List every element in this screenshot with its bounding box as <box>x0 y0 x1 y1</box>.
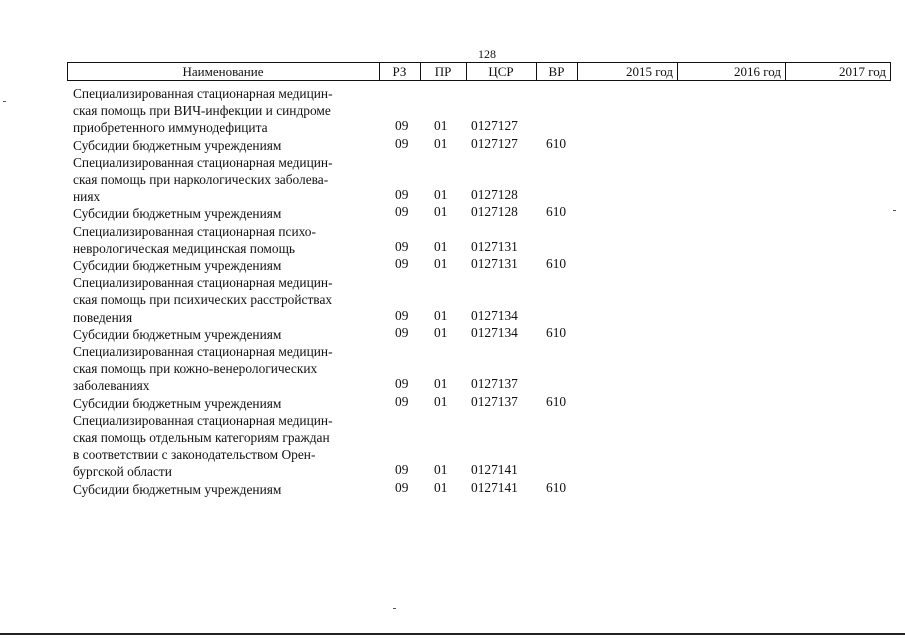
header-2017: 2017 год <box>839 64 886 79</box>
cell-name-line: Субсидии бюджетным учреждениям <box>73 137 282 153</box>
cell-name-line: Субсидии бюджетным учреждениям <box>73 395 282 411</box>
cell-pr: 01 <box>434 393 448 409</box>
cell-pr: 01 <box>434 462 448 478</box>
cell-csr: 0127131 <box>471 238 518 254</box>
header-divider <box>890 62 891 81</box>
cell-name-line: ская помощь отдельным категориям граждан <box>73 430 330 445</box>
scan-speck <box>3 101 6 102</box>
header-name: Наименование <box>182 64 264 79</box>
cell-rz: 09 <box>395 462 409 478</box>
table-header <box>67 62 891 81</box>
page-number: 128 <box>478 47 496 61</box>
cell-pr: 01 <box>434 256 448 271</box>
cell-csr: 0127127 <box>471 118 518 134</box>
cell-rz: 09 <box>395 256 409 271</box>
cell-name-line: Специализированная стационарная медицин- <box>73 275 333 291</box>
header-rz: РЗ <box>392 64 407 79</box>
cell-csr: 0127128 <box>471 187 518 203</box>
cell-rz: 09 <box>395 187 409 203</box>
cell-name-line: Специализированная стационарная медицин- <box>73 154 333 170</box>
cell-vr: 610 <box>546 135 567 151</box>
header-pr: ПР <box>434 64 452 79</box>
cell-name-line: Специализированная стационарная медицин- <box>73 344 333 359</box>
cell-pr: 01 <box>434 204 448 220</box>
cell-rz: 09 <box>395 118 409 134</box>
cell-csr: 0127137 <box>471 393 518 409</box>
cell-vr: 610 <box>546 256 567 271</box>
cell-pr: 01 <box>434 324 448 340</box>
header-top-rule <box>67 62 891 63</box>
cell-pr: 01 <box>434 135 448 151</box>
cell-rz: 09 <box>395 324 409 340</box>
cell-vr: 610 <box>546 324 567 340</box>
cell-rz: 09 <box>395 393 409 409</box>
cell-csr: 0127141 <box>471 479 518 495</box>
cell-name-line: поведения <box>73 309 133 325</box>
cell-pr: 01 <box>434 187 448 203</box>
cell-csr: 0127131 <box>471 256 518 271</box>
scan-speck <box>893 210 896 211</box>
cell-vr: 610 <box>546 479 567 495</box>
cell-rz: 09 <box>395 376 409 392</box>
cell-csr: 0127134 <box>471 324 518 340</box>
cell-name-line: в соответствии с законодательством Орен- <box>73 447 316 463</box>
cell-pr: 01 <box>434 118 448 134</box>
cell-name-line: ская помощь при психических расстройствах <box>73 292 333 308</box>
cell-name-line: ская помощь при кожно-венерологических <box>73 361 318 377</box>
cell-name-line: Субсидии бюджетным учреждениям <box>73 258 282 273</box>
page-bottom-edge <box>0 633 905 635</box>
cell-pr: 01 <box>434 479 448 495</box>
header-2016: 2016 год <box>734 64 781 79</box>
cell-rz: 09 <box>395 479 409 495</box>
cell-name-line: заболеваниях <box>73 378 150 394</box>
cell-rz: 09 <box>395 135 409 151</box>
cell-name-line: Специализированная стационарная медицин- <box>73 412 333 428</box>
cell-csr: 0127134 <box>471 307 518 323</box>
cell-name-line: Специализированная стационарная психо- <box>73 223 316 239</box>
cell-vr: 610 <box>546 204 567 220</box>
header-bottom-rule <box>67 80 891 81</box>
cell-csr: 0127128 <box>471 204 518 220</box>
cell-pr: 01 <box>434 307 448 323</box>
cell-vr: 610 <box>546 393 567 409</box>
cell-name-line: неврологическая медицинская помощь <box>73 240 295 256</box>
cell-name-line: ская помощь при ВИЧ-инфекции и синдроме <box>73 103 331 119</box>
cell-pr: 01 <box>434 376 448 392</box>
cell-csr: 0127141 <box>471 462 518 478</box>
cell-csr: 0127127 <box>471 135 518 151</box>
cell-name-line: Специализированная стационарная медицин- <box>73 86 333 101</box>
scan-speck <box>393 608 396 609</box>
cell-name-line: Субсидии бюджетным учреждениям <box>73 326 282 342</box>
cell-pr: 01 <box>434 238 448 254</box>
header-csr: ЦСР <box>488 64 514 79</box>
cell-name-line: приобретенного иммунодефицита <box>73 120 268 136</box>
cell-name-line: Субсидии бюджетным учреждениям <box>73 206 282 222</box>
cell-rz: 09 <box>395 204 409 220</box>
cell-csr: 0127137 <box>471 376 518 392</box>
cell-name-line: ская помощь при наркологических заболева- <box>73 172 329 187</box>
header-vr: ВР <box>548 64 565 79</box>
cell-rz: 09 <box>395 238 409 254</box>
cell-name-line: Субсидии бюджетным учреждениям <box>73 481 282 497</box>
cell-name-line: бургской области <box>73 464 172 480</box>
cell-name-line: ниях <box>73 189 101 205</box>
header-2015: 2015 год <box>626 64 673 79</box>
cell-rz: 09 <box>395 307 409 323</box>
